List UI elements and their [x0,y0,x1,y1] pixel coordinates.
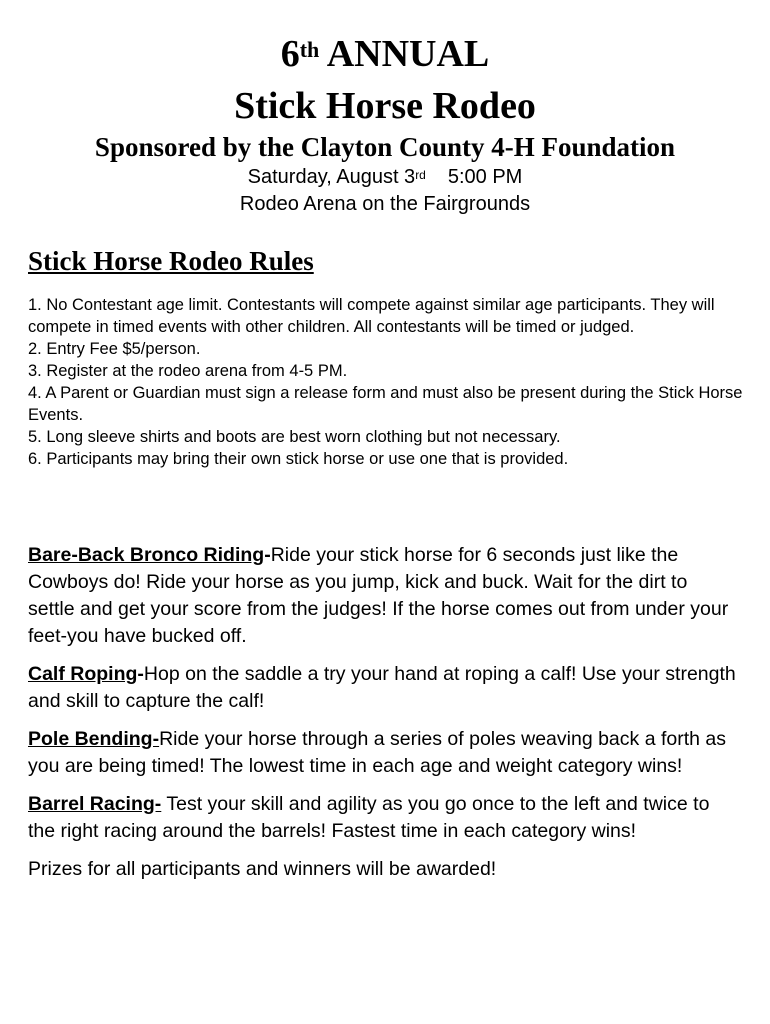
closing-note: Prizes for all participants and winners will be awarded! [28,858,497,880]
event-calf-roping [28,661,738,715]
rule-item: 6. Participants may bring their own stick horse or use one that is provided. [28,450,569,468]
event-description: Ride your stick horse for 6 seconds just like the Cowboys do! Ride your horse as you jump, kick and buck. Wait for the dirt to settle and get your score from the judges! If the horse comes out from under your feet-you have bucked off. [28,544,729,647]
rule-item: 2. Entry Fee $5/person. [28,340,201,358]
rule-item: 4. A Parent or Guardian must sign a release form and must also be present during the Stick Horse Events. [28,384,743,424]
event-name: Barrel Racing- [28,793,162,815]
title-line-2: Stick Horse Rodeo [234,85,536,127]
rules-list [28,294,748,470]
rule-item: 1. No Contestant age limit. Contestants will compete against similar age participants. They will compete in timed events with other children. All contestants will be timed or judged. [28,296,715,336]
event-description: Hop on the saddle a try your hand at roping a calf! Use your strength and skill to capture the calf! [28,663,736,712]
event-separator: - [137,663,144,685]
title-ordinal-suffix: th [299,37,320,62]
title-line-1 [0,32,770,76]
rule-item: 3. Register at the rodeo arena from 4-5 PM. [28,362,348,380]
venue-line: Rodeo Arena on the Fairgrounds [239,193,531,215]
event-name: Pole Bending- [28,728,160,750]
event-description: Ride your horse through a series of poles weaving back a forth as you are being timed! The lowest time in each age and weight category wins! [28,728,726,777]
rules-heading: Stick Horse Rodeo Rules [28,246,314,276]
event-time: 5:00 PM [447,166,523,188]
event-bareback-bronco [28,542,738,650]
event-name: Bare-Back Bronco Riding [28,544,265,566]
title-number: 6 [280,33,300,75]
event-name: Calf Roping [28,663,138,685]
title-word: ANNUAL [326,33,490,75]
date-time-line [0,164,770,190]
event-description: Test your skill and agility as you go once to the left and twice to the right racing around the barrels! Fastest time in each category wins! [28,793,710,842]
event-separator: - [264,544,271,566]
sponsor-line: Sponsored by the Clayton County 4-H Foundation [94,132,676,162]
event-barrel-racing [28,791,738,845]
event-pole-bending [28,726,738,780]
events-section [28,542,738,883]
event-date: Saturday, August 3 [247,166,416,188]
date-ordinal-suffix: rd [415,168,426,182]
rule-item: 5. Long sleeve shirts and boots are best worn clothing but not necessary. [28,428,561,446]
